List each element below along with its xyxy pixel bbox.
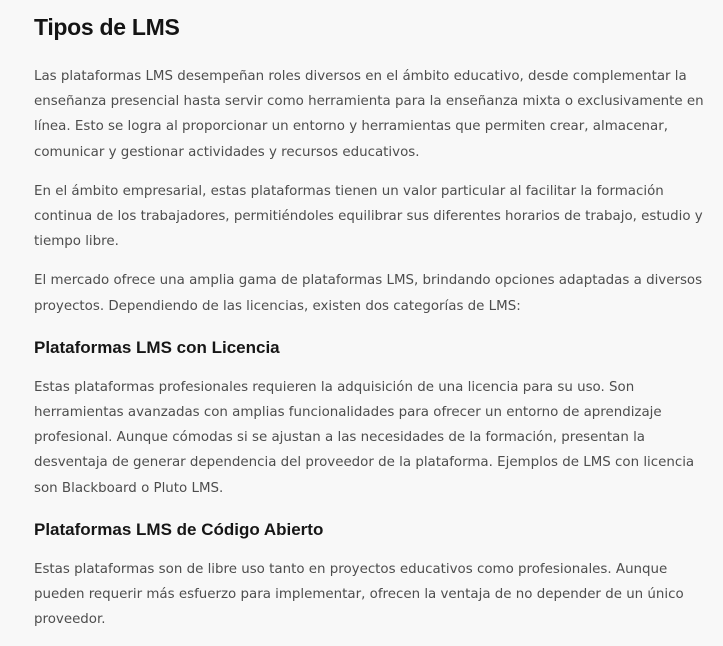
section-heading-open-source: Plataformas LMS de Código Abierto	[34, 519, 324, 539]
section-heading-licensed: Plataformas LMS con Licencia	[34, 337, 280, 357]
intro-paragraph: Las plataformas LMS desempeñan roles diversos en el ámbito educativo, desde complementar la enseñanza presencial hasta servir como herramienta para la enseñanza mixta o exclusivamente en línea. Esto se logra al proporcionar un entorno y herramientas que permiten crear, almacenar, comunicar y gestionar actividades y recursos educativos.	[34, 69, 704, 160]
article	[34, 12, 704, 646]
page-title: Tipos de LMS	[34, 14, 180, 40]
intro-paragraph: El mercado ofrece una amplia gama de plataformas LMS, brindando opciones adaptadas a diversos proyectos. Dependiendo de las licencias, existen dos categorías de LMS:	[34, 273, 703, 314]
section-body-licensed: Estas plataformas profesionales requieren la adquisición de una licencia para su uso. Son herramientas avanzadas con amplias funcionalidades para ofrecer un entorno de aprendizaje profesional. Aunque cómodas si se ajustan a las necesidades de la formación, presentan la desventaja de generar dependencia del proveedor de la plataforma. Ejemplos de LMS con licencia son Blackboard o Pluto LMS.	[34, 379, 695, 496]
intro-paragraph: En el ámbito empresarial, estas plataformas tienen un valor particular al facilitar la formación continua de los trabajadores, permitiéndoles equilibrar sus diferentes horarios de trabajo, estudio y tiempo libre.	[34, 183, 703, 250]
section-body-open-source: Estas plataformas son de libre uso tanto en proyectos educativos como profesionales. Aunque pueden requerir más esfuerzo para implementar, ofrecen la ventaja de no depender de un único proveedor.	[34, 561, 684, 628]
